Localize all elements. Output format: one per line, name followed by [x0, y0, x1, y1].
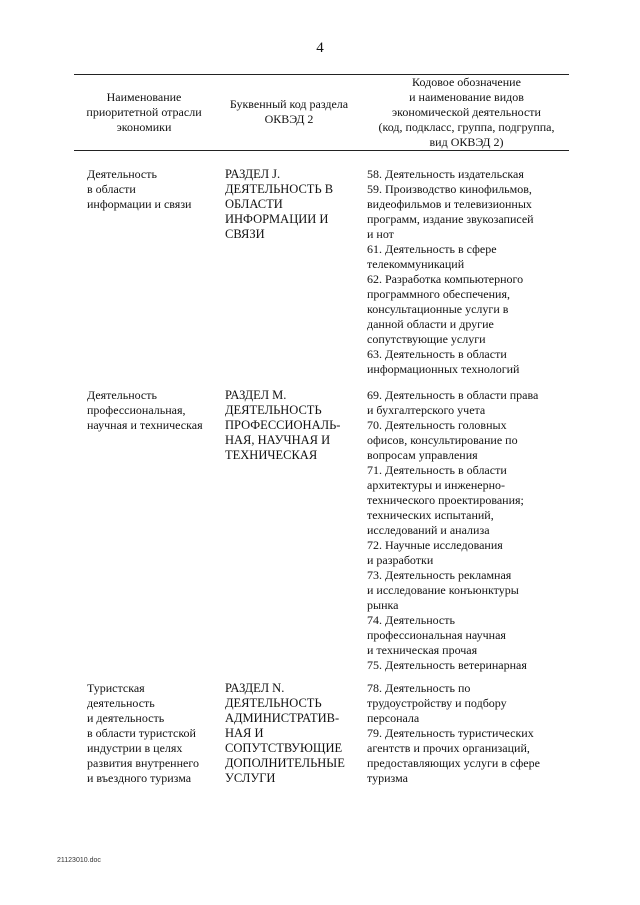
row-1-section: РАЗДЕЛ J. ДЕЯТЕЛЬНОСТЬ В ОБЛАСТИ ИНФОРМАЦИИ И СВЯЗИ	[225, 167, 334, 241]
footer-filename: 21123010.doc	[57, 857, 101, 864]
row-1-codes: 58. Деятельность издательская 59. Производство кинофильмов, видеофильмов и телевизионных программ, издание звукозаписей и нот 61. Деятельность в сфере телекоммуникаций 62. Разработка компьютерного программного обеспечения, консультационные услуги в данной области и другие сопутствующие услуги 63. Деятельность в области информационных технологий	[367, 167, 534, 376]
row-3-industry: Туристская деятельность и деятельность в области туристской индустрии в целях развития внутреннего и въездного туризма	[87, 681, 199, 785]
header-section-code: Буквенный код раздела ОКВЭД 2	[229, 97, 349, 126]
row-3-section: РАЗДЕЛ N. ДЕЯТЕЛЬНОСТЬ АДМИНИСТРАТИВ- НАЯ И СОПУТСТВУЮЩИЕ ДОПОЛНИТЕЛЬНЫЕ УСЛУГИ	[225, 681, 345, 785]
header-industry: Наименование приоритетной отрасли экономики	[86, 89, 202, 134]
row-3-codes: 78. Деятельность по трудоустройству и подбору персонала 79. Деятельность туристических агентств и прочих организаций, предоставляющих услуги в сфере туризма	[367, 681, 540, 785]
page-number: 4	[316, 40, 324, 56]
row-2-codes: 69. Деятельность в области права и бухгалтерского учета 70. Деятельность головных офисов, консультирование по вопросам управления 71. Деятельность в области архитектуры и инженерно- технического проектирования; технических испытаний, исследований и анализа 72. Научные исследования и разработки 73. Деятельность рекламная и исследование конъюнктуры рынка 74. Деятельность профессиональная научная и техническая прочая 75. Деятельность ветеринарная	[367, 388, 539, 672]
row-2-section: РАЗДЕЛ М. ДЕЯТЕЛЬНОСТЬ ПРОФЕССИОНАЛЬ- НАЯ, НАУЧНАЯ И ТЕХНИЧЕСКАЯ	[225, 388, 341, 462]
row-1-industry: Деятельность в области информации и связи	[87, 167, 192, 211]
header-activity-codes: Кодовое обозначение и наименование видов экономической деятельности (код, подкласс, группа, подгруппа, вид ОКВЭД 2)	[378, 74, 555, 149]
row-2-industry: Деятельность профессиональная, научная и техническая	[87, 388, 203, 432]
table-header-rule	[74, 150, 569, 151]
